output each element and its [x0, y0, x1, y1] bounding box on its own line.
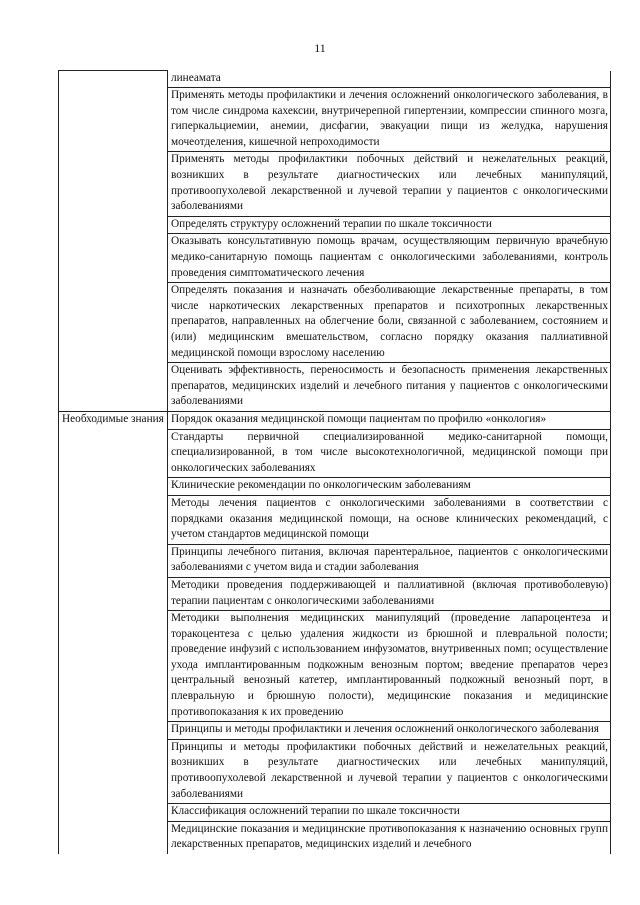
knowledge-label-cell: Необходимые знания	[59, 411, 168, 854]
knowledge-item: Методы лечения пациентов с онкологическими заболеваниями в соответствии с порядками оказания медицинской помощи, на основе клинических рекомендаций, с учетом стандартов медицинской помощи	[168, 495, 611, 544]
knowledge-item: Медицинские показания и медицинские противопоказания к назначению основных групп лекарственных препаратов, медицинских изделий и лечебного	[168, 821, 611, 854]
knowledge-item: Порядок оказания медицинской помощи пациентам по профилю «онкология»	[168, 411, 611, 429]
skills-label-cell	[59, 71, 168, 412]
skill-item: Оценивать эффективность, переносимость и безопасность применения лекарственных препаратов, медицинских изделий и лечебного питания у пациентов с онкологическими заболеваниями	[168, 363, 611, 412]
skill-item: Определять показания и назначать обезболивающие лекарственные препараты, в том числе наркотических лекарственных препаратов и психотропных лекарственных препаратов, направленных на облегчение боли, связанной с заболеванием, состоянием и (или) медицинским вмешательством, согласно порядку оказания паллиативной медицинской помощи взрослому населению	[168, 283, 611, 363]
skill-item: Применять методы профилактики и лечения осложнений онкологического заболевания, в том числе синдрома кахексии, внутричерепной гипертензии, компрессии спинного мозга, гиперкальциемии, анемии, дисфагии, эвакуации пищи из желудка, нарушения мочеотделения, кишечной непроходимости	[168, 88, 611, 152]
skill-item: Применять методы профилактики побочных действий и нежелательных реакций, возникших в результате диагностических или лечебных манипуляций, противоопухолевой лекарственной и лучевой терапии у пациентов с онкологическими заболеваниями	[168, 152, 611, 216]
knowledge-item: Принципы и методы профилактики и лечения осложнений онкологического заболевания	[168, 722, 611, 740]
knowledge-item: Классификация осложнений терапии по шкале токсичности	[168, 804, 611, 822]
knowledge-item: Методики проведения поддерживающей и паллиативной (включая противоболевую) терапии пациентам с онкологическими заболеваниями	[168, 577, 611, 610]
table-row	[59, 411, 611, 429]
skill-item: Определять структуру осложнений терапии по шкале токсичности	[168, 216, 611, 234]
skill-item: линеамата	[168, 71, 611, 88]
knowledge-item: Методики выполнения медицинских манипуляций (проведение лапароцентеза и торакоцентеза с целью удаления жидкости из брюшной и плевральной полости; проведение инфузий с использованием инфузоматов, внутривенных помп; осуществление ухода имплантированным подкожным венозным портом; введение препаратов через центральный венозный катетер, имплантированный подкожный венозный порт, в плевральную и брюшную полости), медицинские показания и медицинские противопоказания к их проведению	[168, 611, 611, 722]
table-row	[59, 71, 611, 88]
competency-table	[58, 70, 611, 854]
page-number: 11	[314, 41, 326, 55]
knowledge-item: Клинические рекомендации по онкологическим заболеваниям	[168, 478, 611, 496]
knowledge-item: Стандарты первичной специализированной медико-санитарной помощи, специализированной, в том числе высокотехнологичной, медицинской помощи при онкологических заболеваниях	[168, 429, 611, 478]
knowledge-item: Принципы и методы профилактики побочных действий и нежелательных реакций, возникших в результате диагностических или лечебных манипуляций, противоопухолевой лекарственной и лучевой терапии у пациентов с онкологическими заболеваниями	[168, 739, 611, 803]
knowledge-item: Принципы лечебного питания, включая парентеральное, пациентов с онкологическими заболеваниями с учетом вида и стадии заболевания	[168, 544, 611, 577]
skill-item: Оказывать консультативную помощь врачам, осуществляющим первичную врачебную медико-санитарную помощь пациентам с онкологическими заболеваниями, контроль проведения симптоматического лечения	[168, 234, 611, 283]
